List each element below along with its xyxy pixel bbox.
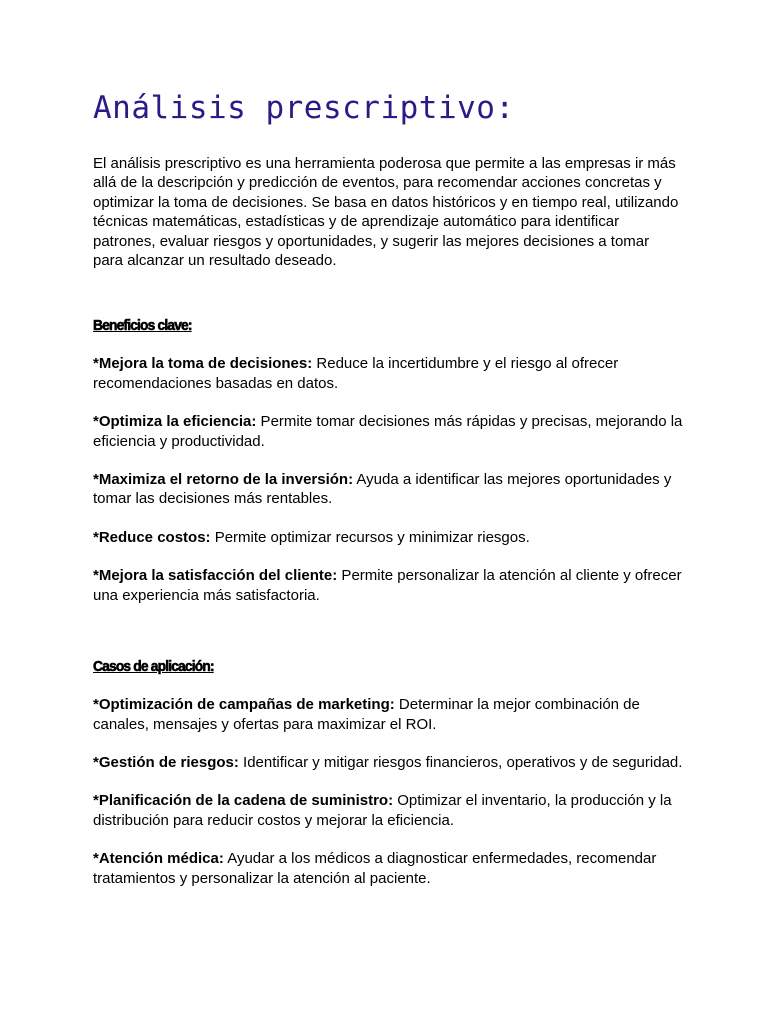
- benefits-heading: Beneficios clave:: [93, 317, 192, 335]
- document-title: Análisis prescriptivo:: [93, 90, 515, 126]
- case-item: [93, 753, 683, 772]
- benefit-item: [93, 470, 683, 509]
- benefit-text: Permite tomar decisiones más rápidas y precisas, mejorando la eficiencia y productividad.: [93, 413, 683, 450]
- benefit-text: Permite optimizar recursos y minimizar riesgos.: [210, 528, 530, 546]
- case-text: Determinar la mejor combinación de canales, mensajes y ofertas para maximizar el ROI.: [93, 696, 640, 733]
- benefit-label: *Reduce costos:: [93, 528, 211, 546]
- case-item: [93, 695, 683, 734]
- benefit-item: [93, 412, 683, 451]
- benefit-item: [93, 566, 683, 605]
- case-label: *Optimización de campañas de marketing:: [93, 696, 395, 714]
- benefit-item: [93, 528, 683, 547]
- case-item: [93, 849, 683, 888]
- benefit-label: *Maximiza el retorno de la inversión:: [93, 471, 354, 489]
- cases-heading: Casos de aplicación:: [93, 658, 214, 676]
- case-item: [93, 791, 683, 830]
- case-text: Optimizar el inventario, la producción y la distribución para reducir costos y mejorar la eficiencia.: [93, 792, 672, 829]
- case-label: *Atención médica:: [93, 850, 224, 868]
- benefit-text: Ayuda a identificar las mejores oportunidades y tomar las decisiones más rentables.: [93, 471, 672, 508]
- case-label: *Gestión de riesgos:: [93, 753, 239, 771]
- benefit-label: *Mejora la satisfacción del cliente:: [93, 567, 338, 585]
- intro-paragraph: El análisis prescriptivo es una herramienta poderosa que permite a las empresas ir más allá de la descripción y predicción de eventos, para recomendar acciones concretas y optimizar la toma de decisiones. Se basa en datos históricos y en tiempo real, utilizando técnicas matemáticas, estadísticas y de aprendizaje automático para identificar patrones, evaluar riesgos y oportunidades, y sugerir las mejores decisiones a tomar para alcanzar un resultado deseado.: [93, 155, 679, 270]
- document-page: [93, 88, 683, 907]
- case-label: *Planificación de la cadena de suministro:: [93, 792, 394, 810]
- benefits-list: [93, 354, 683, 605]
- case-text: Ayudar a los médicos a diagnosticar enfermedades, recomendar tratamientos y personalizar la atención al paciente.: [93, 850, 657, 887]
- case-text: Identificar y mitigar riesgos financieros, operativos y de seguridad.: [238, 753, 683, 771]
- benefit-item: [93, 354, 683, 393]
- benefit-text: Reduce la incertidumbre y el riesgo al ofrecer recomendaciones basadas en datos.: [93, 355, 619, 392]
- benefit-label: *Mejora la toma de decisiones:: [93, 355, 313, 373]
- cases-list: [93, 695, 683, 888]
- benefit-label: *Optimiza la eficiencia:: [93, 413, 257, 431]
- benefit-text: Permite personalizar la atención al cliente y ofrecer una experiencia más satisfactoria.: [93, 567, 682, 604]
